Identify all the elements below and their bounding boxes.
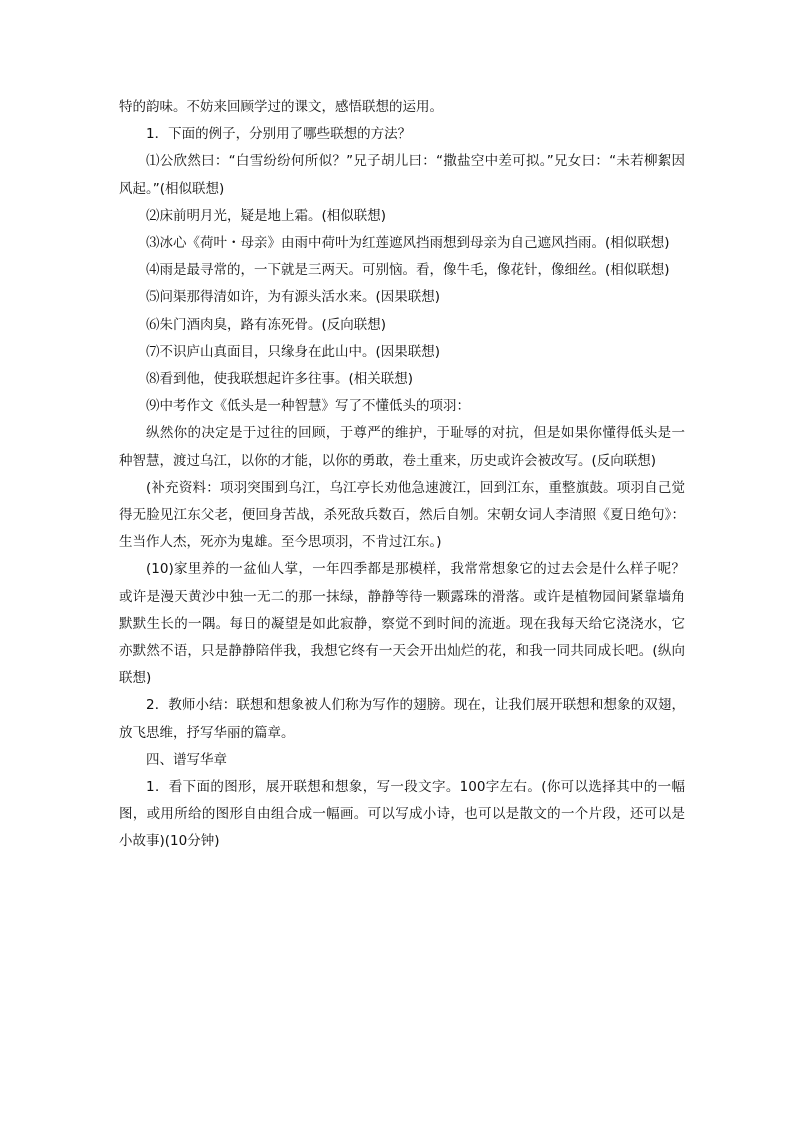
document-body: [119, 94, 685, 856]
example-paragraph: ⑴公欣然曰：“白雪纷纷何所似？”兄子胡儿曰：“撒盐空中差可拟。”兄女曰：“未若柳絮因风起。”(相似联想): [119, 153, 685, 197]
teacher-summary: 2．教师小结：联想和想象被人们称为写作的翅膀。现在，让我们展开联想和想象的双翅，放飞思维，抒写华丽的篇章。: [119, 697, 685, 741]
example-paragraph: ⑵床前明月光，疑是地上霜。(相似联想): [146, 207, 387, 224]
example-paragraph: ⑼中考作文《低头是一种智慧》写了不懂低头的项羽：: [146, 398, 470, 415]
example-paragraph: ⑺不识庐山真面目，只缘身在此山中。(因果联想): [146, 343, 441, 360]
example-paragraph: ⑷雨是最寻常的，一下就是三两天。可别恼。看，像牛毛，像花针，像细丝。(相似联想): [146, 262, 670, 279]
example-paragraph: ⑻看到他，使我联想起许多往事。(相关联想): [146, 371, 414, 388]
section-heading: 四、谱写华章: [146, 751, 227, 768]
example-paragraph: ⑶冰心《荷叶・母亲》由雨中荷叶为红莲遮风挡雨想到母亲为自己遮风挡雨。(相似联想): [146, 235, 670, 252]
writing-task: 1．看下面的图形，展开联想和想象，写一段文字。100字左右。(你可以选择其中的一幅图，或用所给的图形自由组合成一幅画。可以写成小诗，也可以是散文的一个片段，还可以是小故事)(10分钟): [119, 779, 685, 850]
example-paragraph: ⑹朱门酒肉臭，路有冻死骨。(反向联想): [146, 316, 387, 333]
supplementary-note: (补充资料：项羽突围到乌江，乌江亭长劝他急速渡江，回到江东，重整旗鼓。项羽自己觉得无脸见江东父老，便回身苦战，杀死敌兵数百，然后自刎。宋朝女词人李清照《夏日绝句》：生当作人杰，死亦为鬼雄。至今思项羽，不肯过江东。): [119, 479, 685, 551]
example-paragraph: ⑸问渠那得清如许，为有源头活水来。(因果联想): [146, 289, 441, 306]
example-paragraph: (10)家里养的一盆仙人掌，一年四季都是那模样，我常常想象它的过去会是什么样子呢？或许是漫天黄沙中独一无二的那一抹绿，静静等待一颗露珠的滑落。或许是植物园间紧靠墙角默默生长的一隅。每日的凝望是如此寂静，察觉不到时间的流逝。现在我每天给它浇浇水，它亦默然不语，只是静静陪伴我，我想它终有一天会开出灿烂的花，和我一同共同成长吧。(纵向联想): [119, 561, 685, 687]
paragraph-continuation: 特的韵味。不妨来回顾学过的课文，感悟联想的运用。: [119, 99, 443, 115]
quoted-essay-paragraph: 纵然你的决定是于过往的回顾，于尊严的维护，于耻辱的对抗，但是如果你懂得低头是一种智慧，渡过乌江，以你的才能，以你的勇敢，卷土重来，历史或许会被改写。(反向联想): [119, 425, 685, 469]
question-heading: 1．下面的例子，分别用了哪些联想的方法？: [146, 126, 412, 143]
